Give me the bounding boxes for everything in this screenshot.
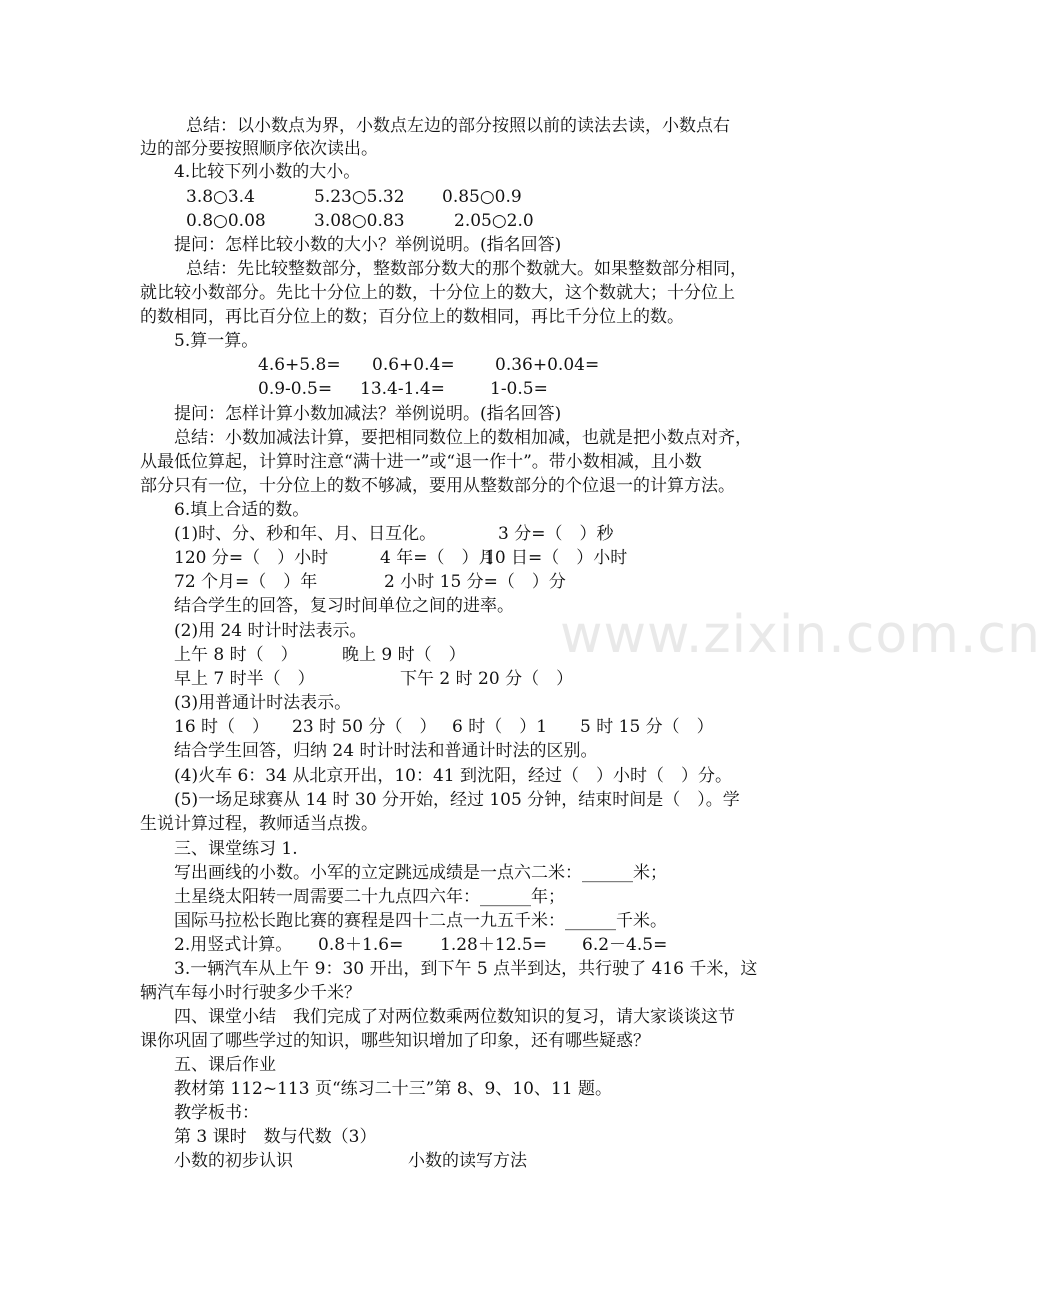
text-line: 土星绕太阳转一周需要二十九点四六年：______年； [174, 887, 565, 907]
text-line: 0.9-0.5= [258, 379, 333, 399]
text-line: 的数相同，再比百分位上的数；百分位上的数相同，再比千分位上的数。 [140, 307, 684, 327]
text-line: 4 年=（ ）月 [380, 548, 496, 568]
text-line: 小数的读写方法 [408, 1151, 527, 1171]
text-line: 写出画线的小数。小军的立定跳远成绩是一点六二米：______米； [174, 863, 667, 883]
text-line: 总结：小数加减法计算，要把相同数位上的数相加减，也就是把小数点对齐， [174, 428, 752, 448]
text-line: 4.6+5.8= [258, 355, 341, 375]
text-line: 5.23○5.32 [314, 187, 405, 207]
text-line: 16 时（ ） [174, 717, 270, 737]
text-line: 结合学生的回答，复习时间单位之间的进率。 [174, 596, 514, 616]
text-line: 课你巩固了哪些学过的知识，哪些知识增加了印象，还有哪些疑惑？ [140, 1031, 650, 1051]
text-line: 上午 8 时（ ） [174, 645, 298, 665]
text-line: 教材第 112~113 页“练习二十三”第 8、9、10、11 题。 [174, 1079, 613, 1099]
text-line: 23 时 50 分（ ） [292, 717, 437, 737]
text-line: 结合学生回答，归纳 24 时计时法和普通计时法的区别。 [174, 741, 598, 761]
text-line: 72 个月=（ ）年 [174, 572, 318, 592]
text-line: 总结：以小数点为界，小数点左边的部分按照以前的读法去读，小数点右 [186, 116, 730, 136]
text-line: 下午 2 时 20 分（ ） [400, 669, 574, 689]
text-line: 四、课堂小结 我们完成了对两位数乘两位数知识的复习，请大家谈谈这节 [174, 1007, 735, 1027]
text-line: (2)用 24 时计时法表示。 [174, 621, 367, 641]
text-line: 0.36+0.04= [495, 355, 600, 375]
text-line: 0.85○0.9 [442, 187, 522, 207]
text-line: 120 分=（ ）小时 [174, 548, 329, 568]
text-line: 辆汽车每小时行驶多少千米？ [140, 983, 361, 1003]
text-line: 早上 7 时半（ ） [174, 669, 315, 689]
text-line: 0.6+0.4= [372, 355, 455, 375]
text-line: 5 时 15 分（ ） [580, 717, 714, 737]
text-line: 6.填上合适的数。 [174, 500, 310, 520]
watermark: www.zixin.com.cn [560, 605, 1041, 665]
text-line: 3.08○0.83 [314, 211, 405, 231]
text-line: 提问：怎样比较小数的大小？举例说明。(指名回答) [174, 235, 562, 255]
text-line: 2 小时 15 分=（ ）分 [384, 572, 566, 592]
text-line: (4)火车 6：34 从北京开出，10：41 到沈阳，经过（ ）小时（ ）分。 [174, 766, 733, 786]
text-line: 1.28＋12.5= [440, 935, 547, 955]
text-line: 就比较小数部分。先比十分位上的数，十分位上的数大，这个数就大；十分位上 [140, 283, 735, 303]
text-line: 0.8＋1.6= [318, 935, 404, 955]
text-line: 0.8○0.08 [186, 211, 266, 231]
text-line: (5)一场足球赛从 14 时 30 分开始，经过 105 分钟，结束时间是（ ）。学 [174, 790, 740, 810]
text-line: (3)用普通计时法表示。 [174, 693, 352, 713]
text-line: 2.05○2.0 [454, 211, 534, 231]
text-line: 5.算一算。 [174, 331, 259, 351]
text-line: 三、课堂练习 1. [174, 839, 298, 859]
text-line: 国际马拉松长跑比赛的赛程是四十二点一九五千米：______千米。 [174, 911, 667, 931]
text-line: 2.用竖式计算。 [174, 935, 293, 955]
text-line: 1-0.5= [490, 379, 548, 399]
text-line: 3.一辆汽车从上午 9：30 开出，到下午 5 点半到达，共行驶了 416 千米，这 [174, 959, 758, 979]
text-line: 从最低位算起，计算时注意“满十进一”或“退一作十”。带小数相减，且小数 [140, 452, 702, 472]
text-line: 生说计算过程，教师适当点拨。 [140, 814, 378, 834]
text-line: 6.2－4.5= [582, 935, 668, 955]
text-line: 13.4-1.4= [360, 379, 445, 399]
text-line: 第 3 课时 数与代数（3） [174, 1127, 377, 1147]
text-line: 3.8○3.4 [186, 187, 255, 207]
text-line: (1)时、分、秒和年、月、日互化。 [174, 524, 437, 544]
text-line: 3 分=（ ）秒 [498, 524, 614, 544]
text-line: 提问：怎样计算小数加减法？举例说明。(指名回答) [174, 404, 562, 424]
text-line: 10 日=（ ）小时 [484, 548, 628, 568]
text-line: 6 时（ ）1 [452, 717, 548, 737]
text-line: 部分只有一位，十分位上的数不够减，要用从整数部分的个位退一的计算方法。 [140, 476, 735, 496]
text-line: 五、课后作业 [174, 1055, 276, 1075]
text-line: 小数的初步认识 [174, 1151, 293, 1171]
text-line: 总结：先比较整数部分，整数部分数大的那个数就大。如果整数部分相同， [186, 259, 747, 279]
text-line: 教学板书： [174, 1103, 259, 1123]
text-line: 边的部分要按照顺序依次读出。 [140, 139, 378, 159]
text-line: 晚上 9 时（ ） [342, 645, 466, 665]
text-line: 4.比较下列小数的大小。 [174, 162, 361, 182]
